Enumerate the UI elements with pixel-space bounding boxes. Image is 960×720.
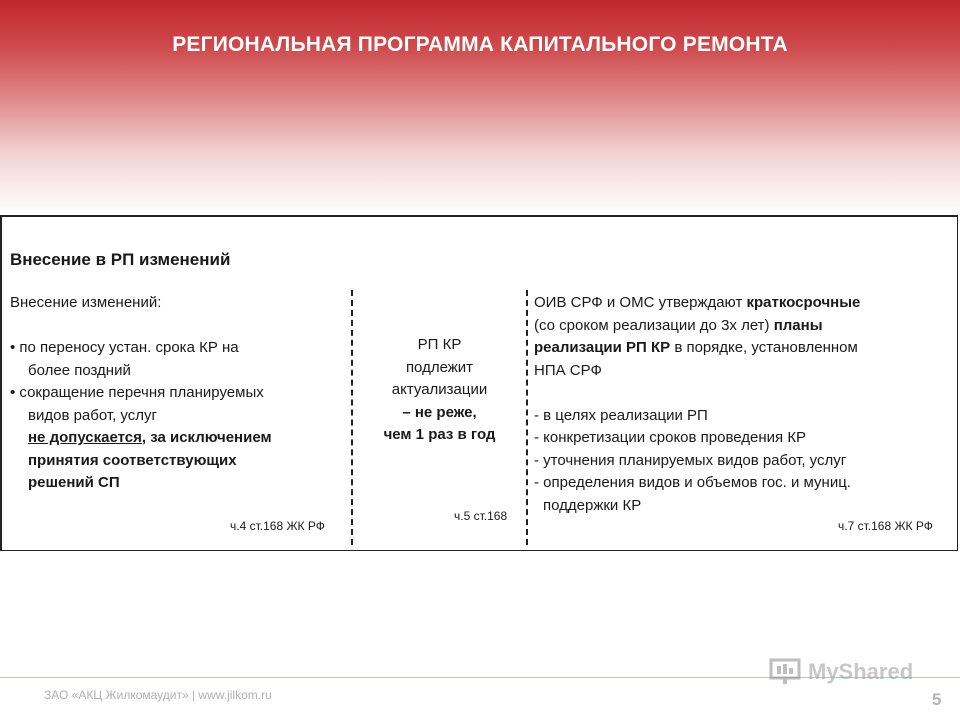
law-reference-right: ч.7 ст.168 ЖК РФ	[838, 519, 933, 533]
right-text-line: НПА СРФ	[534, 361, 602, 379]
text-span-bold: реализации РП КР	[534, 339, 671, 356]
right-text-line	[534, 337, 954, 360]
middle-line-bold: – не реже,	[402, 403, 477, 421]
presentation-icon	[768, 657, 802, 687]
text-span-bold: планы	[773, 316, 823, 334]
law-reference-left: ч.4 ст.168 ЖК РФ	[230, 519, 325, 533]
list-item: - конкретизации сроков проведения КР	[534, 429, 807, 446]
restriction-text	[10, 427, 350, 450]
bullet-item-cont: видов работ, услуг	[28, 406, 157, 424]
restriction-cont: решений СП	[28, 474, 120, 491]
text-span: в порядке, установленном	[670, 339, 858, 356]
bullet-item: • сокращение перечня планируемых	[10, 384, 264, 401]
watermark-logo	[768, 657, 913, 687]
list-item-cont: поддержки КР	[543, 496, 642, 514]
bullet-item: • по переносу устан. срока КР на	[10, 339, 239, 356]
right-text-line	[534, 292, 954, 315]
list-item: - уточнения планируемых видов работ, услуг	[534, 451, 847, 469]
bullet-item-cont: более поздний	[28, 361, 131, 379]
text-span: (со сроком реализации до 3х лет)	[534, 316, 774, 334]
law-reference-middle: ч.5 ст.168	[454, 509, 508, 523]
except-text: , за исключением	[141, 429, 272, 446]
dashed-divider-left	[351, 290, 353, 545]
header-banner	[0, 0, 960, 215]
right-column	[534, 292, 954, 517]
text-span-bold: краткосрочные	[746, 294, 861, 311]
middle-line: подлежит	[405, 358, 474, 376]
page-number: 5	[932, 690, 942, 709]
text-span: ОИВ СРФ и ОМС утверждают	[534, 294, 747, 311]
restriction-cont: принятия соответствующих	[28, 451, 237, 469]
intro-text: Внесение изменений:	[10, 294, 162, 311]
not-allowed-text: не допускается	[28, 429, 142, 446]
dashed-divider-right	[526, 290, 528, 545]
watermark-text: MyShared	[808, 659, 914, 684]
middle-column	[357, 334, 522, 447]
left-column	[10, 292, 350, 495]
footer-company: ЗАО «АКЦ Жилкомаудит» | www.jilkom.ru	[44, 688, 272, 702]
middle-line: актуализации	[391, 381, 488, 398]
middle-line-bold: чем 1 раз в год	[383, 426, 496, 443]
right-text-line	[534, 315, 954, 338]
content-panel	[0, 215, 958, 551]
list-item: - определения видов и объемов гос. и муниц.	[534, 474, 851, 491]
section-heading: Внесение в РП изменений	[10, 250, 231, 269]
list-item: - в целях реализации РП	[534, 406, 708, 424]
page-title: РЕГИОНАЛЬНАЯ ПРОГРАММА КАПИТАЛЬНОГО РЕМОНТА	[172, 33, 788, 56]
middle-line: РП КР	[417, 336, 462, 353]
